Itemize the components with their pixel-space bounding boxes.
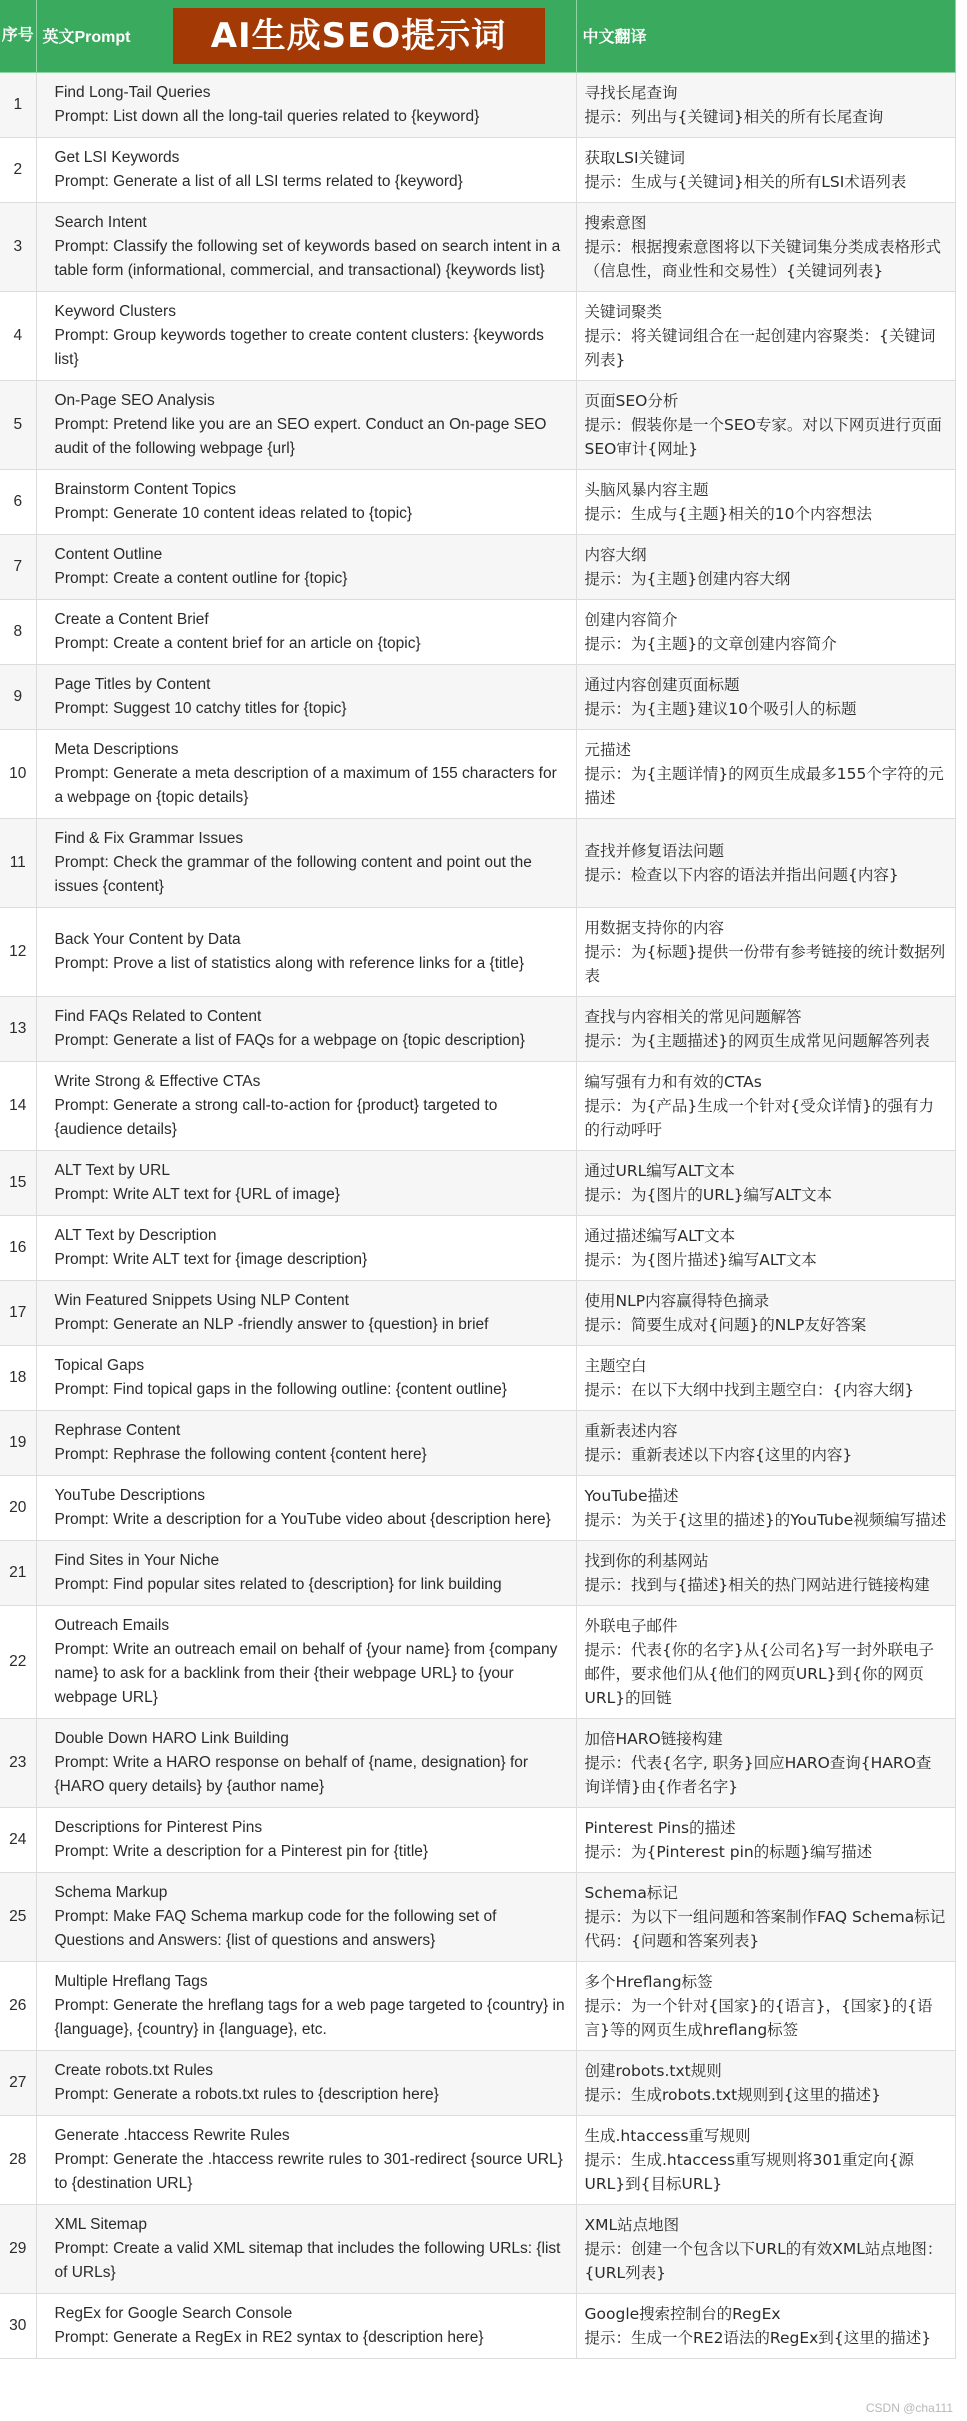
row-number: 18	[0, 1345, 36, 1410]
english-prompt: Prompt: Rephrase the following content {content here}	[54, 1445, 427, 1463]
table-row	[0, 1280, 955, 1345]
chinese-prompt: 提示：在以下大纲中找到主题空白：{内容大纲}	[584, 1380, 915, 1399]
table-row	[0, 2050, 955, 2115]
row-number: 21	[0, 1540, 36, 1605]
row-number: 28	[0, 2115, 36, 2204]
table-row	[0, 1410, 955, 1475]
chinese-prompt: 提示：生成与{主题}相关的10个内容想法	[584, 504, 872, 523]
chinese-title: 查找并修复语法问题	[584, 841, 725, 860]
header-no: 序号	[0, 0, 36, 72]
row-number: 8	[0, 599, 36, 664]
table-row	[0, 2115, 955, 2204]
row-number: 20	[0, 1475, 36, 1540]
chinese-cell	[576, 664, 955, 729]
title-banner: AI生成SEO提示词	[173, 8, 545, 64]
chinese-cell	[576, 72, 955, 137]
english-prompt: Prompt: Generate the .htaccess rewrite rules to 301-redirect {source URL} to {destination URL}	[54, 2150, 563, 2192]
table-row	[0, 534, 955, 599]
english-title: Descriptions for Pinterest Pins	[54, 1818, 263, 1836]
table-row	[0, 1718, 955, 1807]
english-title: Generate .htaccess Rewrite Rules	[54, 2126, 290, 2144]
english-prompt: Prompt: Pretend like you are an SEO expert. Conduct an On-page SEO audit of the following webpage {url}	[54, 415, 547, 457]
chinese-prompt: 提示：生成与{关键词}相关的所有LSI术语列表	[584, 172, 907, 191]
row-number: 10	[0, 729, 36, 818]
row-number: 23	[0, 1718, 36, 1807]
chinese-prompt: 提示：生成robots.txt规则到{这里的描述}	[584, 2085, 881, 2104]
chinese-prompt: 提示：代表{你的名字}从{公司名}写一封外联电子邮件，要求他们从{他们的网页URL}到{你的网页URL}的回链	[584, 1640, 934, 1707]
header-english	[36, 0, 576, 72]
chinese-cell	[576, 380, 955, 469]
english-cell	[36, 469, 576, 534]
chinese-prompt: 提示：重新表述以下内容{这里的内容}	[584, 1445, 853, 1464]
english-cell	[36, 1872, 576, 1961]
english-cell	[36, 664, 576, 729]
row-number: 11	[0, 818, 36, 907]
chinese-cell	[576, 2050, 955, 2115]
chinese-cell	[576, 2115, 955, 2204]
table-row	[0, 818, 955, 907]
chinese-title: 使用NLP内容赢得特色摘录	[584, 1291, 770, 1310]
chinese-cell	[576, 818, 955, 907]
english-prompt: Prompt: Generate a meta description of a maximum of 155 characters for a webpage on {topic details}	[54, 764, 557, 806]
header-english-label: 英文Prompt	[42, 29, 131, 47]
english-title: Find Long-Tail Queries	[54, 83, 211, 101]
english-cell	[36, 996, 576, 1061]
english-cell	[36, 2050, 576, 2115]
english-prompt: Prompt: Find topical gaps in the following outline: {content outline}	[54, 1380, 507, 1398]
chinese-prompt: 提示：为{主题}的文章创建内容简介	[584, 634, 837, 653]
english-cell	[36, 2204, 576, 2293]
chinese-cell	[576, 1215, 955, 1280]
chinese-title: 主题空白	[584, 1356, 647, 1375]
chinese-cell	[576, 1475, 955, 1540]
english-cell	[36, 534, 576, 599]
table-row	[0, 2204, 955, 2293]
english-title: Schema Markup	[54, 1883, 168, 1901]
english-cell	[36, 1475, 576, 1540]
table-row	[0, 1605, 955, 1718]
chinese-cell	[576, 1961, 955, 2050]
chinese-title: 找到你的利基网站	[584, 1551, 709, 1570]
row-number: 29	[0, 2204, 36, 2293]
chinese-title: 生成.htaccess重写规则	[584, 2126, 751, 2145]
english-title: Outreach Emails	[54, 1616, 170, 1634]
chinese-prompt: 提示：为{产品}生成一个针对{受众详情}的强有力的行动呼吁	[584, 1096, 934, 1139]
row-number: 26	[0, 1961, 36, 2050]
english-cell	[36, 72, 576, 137]
english-cell	[36, 380, 576, 469]
chinese-title: 创建内容简介	[584, 610, 678, 629]
chinese-title: XML站点地图	[584, 2215, 680, 2234]
chinese-cell	[576, 1605, 955, 1718]
table-row	[0, 380, 955, 469]
chinese-cell	[576, 1410, 955, 1475]
chinese-prompt: 提示：为{Pinterest pin的标题}编写描述	[584, 1842, 873, 1861]
table-row	[0, 1061, 955, 1150]
english-prompt: Prompt: Generate a list of FAQs for a webpage on {topic description}	[54, 1031, 525, 1049]
english-prompt: Prompt: Check the grammar of the following content and point out the issues {content}	[54, 853, 532, 895]
english-prompt: Prompt: Write a HARO response on behalf of {name, designation} for {HARO query details} by {author name}	[54, 1753, 529, 1795]
english-cell	[36, 907, 576, 996]
english-prompt: Prompt: Classify the following set of keywords based on search intent in a table form (informational, commercial, and transactional) {keywords list}	[54, 237, 561, 279]
english-title: YouTube Descriptions	[54, 1486, 205, 1504]
chinese-prompt: 提示：创建一个包含以下URL的有效XML站点地图：{URL列表}	[584, 2239, 943, 2282]
row-number: 22	[0, 1605, 36, 1718]
english-cell	[36, 2115, 576, 2204]
english-cell	[36, 1150, 576, 1215]
chinese-title: Schema标记	[584, 1883, 678, 1902]
chinese-prompt: 提示：为{主题描述}的网页生成常见问题解答列表	[584, 1031, 930, 1050]
chinese-title: 重新表述内容	[584, 1421, 678, 1440]
table-row	[0, 1475, 955, 1540]
chinese-title: Google搜索控制台的RegEx	[584, 2304, 781, 2323]
header-chinese: 中文翻译	[576, 0, 955, 72]
row-number: 27	[0, 2050, 36, 2115]
chinese-cell	[576, 599, 955, 664]
chinese-title: 查找与内容相关的常见问题解答	[584, 1007, 802, 1026]
chinese-cell	[576, 907, 955, 996]
english-cell	[36, 1605, 576, 1718]
english-prompt: Prompt: Group keywords together to create content clusters: {keywords list}	[54, 326, 544, 368]
chinese-title: 通过描述编写ALT文本	[584, 1226, 736, 1245]
english-prompt: Prompt: Prove a list of statistics along with reference links for a {title}	[54, 954, 525, 972]
chinese-cell	[576, 534, 955, 599]
english-title: Create a Content Brief	[54, 610, 209, 628]
row-number: 25	[0, 1872, 36, 1961]
english-cell	[36, 818, 576, 907]
chinese-cell	[576, 1718, 955, 1807]
chinese-prompt: 提示：为{主题}建议10个吸引人的标题	[584, 699, 857, 718]
english-title: Topical Gaps	[54, 1356, 145, 1374]
english-cell	[36, 2293, 576, 2358]
english-title: Multiple Hreflang Tags	[54, 1972, 208, 1990]
chinese-prompt: 提示：为{主题详情}的网页生成最多155个字符的元描述	[584, 764, 944, 807]
row-number: 3	[0, 202, 36, 291]
table-row	[0, 1150, 955, 1215]
chinese-title: 通过URL编写ALT文本	[584, 1161, 735, 1180]
table-row	[0, 664, 955, 729]
chinese-prompt: 提示：为一个针对{国家}的{语言}，{国家}的{语言}等的网页生成hreflang标签	[584, 1996, 933, 2039]
table-row	[0, 2293, 955, 2358]
row-number: 24	[0, 1807, 36, 1872]
english-prompt: Prompt: Suggest 10 catchy titles for {topic}	[54, 699, 347, 717]
chinese-cell	[576, 1540, 955, 1605]
english-prompt: Prompt: List down all the long-tail queries related to {keyword}	[54, 107, 480, 125]
english-title: RegEx for Google Search Console	[54, 2304, 293, 2322]
chinese-prompt: 提示：为关于{这里的描述}的YouTube视频编写描述	[584, 1510, 947, 1529]
chinese-cell	[576, 291, 955, 380]
chinese-title: 关键词聚类	[584, 302, 663, 321]
chinese-prompt: 提示：为{图片描述}编写ALT文本	[584, 1250, 817, 1269]
chinese-prompt: 提示：生成.htaccess重写规则将301重定向{源URL}到{目标URL}	[584, 2150, 915, 2193]
english-cell	[36, 137, 576, 202]
row-number: 30	[0, 2293, 36, 2358]
chinese-prompt: 提示：根据搜索意图将以下关键词集分类成表格形式（信息性，商业性和交易性）{关键词列表}	[584, 237, 942, 280]
row-number: 15	[0, 1150, 36, 1215]
table-row	[0, 291, 955, 380]
english-prompt: Prompt: Generate a RegEx in RE2 syntax to {description here}	[54, 2328, 484, 2346]
row-number: 9	[0, 664, 36, 729]
english-cell	[36, 1410, 576, 1475]
row-number: 7	[0, 534, 36, 599]
english-cell	[36, 1215, 576, 1280]
row-number: 13	[0, 996, 36, 1061]
table-row	[0, 469, 955, 534]
chinese-prompt: 提示：为以下一组问题和答案制作FAQ Schema标记代码：{问题和答案列表}	[584, 1907, 946, 1950]
chinese-title: 内容大纲	[584, 545, 647, 564]
chinese-title: 搜索意图	[584, 213, 647, 232]
english-prompt: Prompt: Create a content outline for {topic}	[54, 569, 348, 587]
english-prompt: Prompt: Generate a list of all LSI terms related to {keyword}	[54, 172, 463, 190]
table-row	[0, 137, 955, 202]
english-title: Win Featured Snippets Using NLP Content	[54, 1291, 349, 1309]
chinese-cell	[576, 137, 955, 202]
english-title: On-Page SEO Analysis	[54, 391, 215, 409]
english-prompt: Prompt: Generate 10 content ideas related to {topic}	[54, 504, 413, 522]
english-title: Rephrase Content	[54, 1421, 181, 1439]
english-title: ALT Text by Description	[54, 1226, 217, 1244]
english-title: Find & Fix Grammar Issues	[54, 829, 244, 847]
chinese-title: 寻找长尾查询	[584, 83, 678, 102]
english-title: Double Down HARO Link Building	[54, 1729, 289, 1747]
chinese-cell	[576, 1150, 955, 1215]
table-row	[0, 1215, 955, 1280]
chinese-cell	[576, 469, 955, 534]
english-cell	[36, 1540, 576, 1605]
chinese-prompt: 提示：生成一个RE2语法的RegEx到{这里的描述}	[584, 2328, 932, 2347]
chinese-prompt: 提示：为{图片的URL}编写ALT文本	[584, 1185, 833, 1204]
chinese-prompt: 提示：代表{名字, 职务}回应HARO查询{HARO查询详情}由{作者名字}	[584, 1753, 932, 1796]
english-prompt: Prompt: Write a description for a Pinterest pin for {title}	[54, 1842, 429, 1860]
row-number: 2	[0, 137, 36, 202]
row-number: 16	[0, 1215, 36, 1280]
table-row	[0, 1872, 955, 1961]
chinese-title: 外联电子邮件	[584, 1616, 678, 1635]
table-row	[0, 996, 955, 1061]
table-row	[0, 907, 955, 996]
chinese-cell	[576, 2204, 955, 2293]
chinese-cell	[576, 1807, 955, 1872]
chinese-cell	[576, 1061, 955, 1150]
chinese-prompt: 提示：列出与{关键词}相关的所有长尾查询	[584, 107, 884, 126]
chinese-cell	[576, 1872, 955, 1961]
english-title: Write Strong & Effective CTAs	[54, 1072, 261, 1090]
table-row	[0, 202, 955, 291]
chinese-title: 多个Hreflang标签	[584, 1972, 713, 1991]
english-title: XML Sitemap	[54, 2215, 147, 2233]
english-prompt: Prompt: Create a valid XML sitemap that includes the following URLs: {list of URLs}	[54, 2239, 561, 2281]
chinese-title: 获取LSI关键词	[584, 148, 686, 167]
english-prompt: Prompt: Write a description for a YouTube video about {description here}	[54, 1510, 551, 1528]
english-prompt: Prompt: Write an outreach email on behalf of {your name} from {company name} to ask for a backlink from their {their webpage URL} to {your webpage URL}	[54, 1640, 558, 1706]
english-cell	[36, 1345, 576, 1410]
row-number: 12	[0, 907, 36, 996]
english-prompt: Prompt: Generate a strong call-to-action for {product} targeted to {audience details}	[54, 1096, 498, 1138]
row-number: 1	[0, 72, 36, 137]
english-title: Get LSI Keywords	[54, 148, 180, 166]
english-prompt: Prompt: Generate an NLP -friendly answer to {question} in brief	[54, 1315, 489, 1333]
english-prompt: Prompt: Generate a robots.txt rules to {description here}	[54, 2085, 439, 2103]
english-cell	[36, 1280, 576, 1345]
chinese-prompt: 提示：为{标题}提供一份带有参考链接的统计数据列表	[584, 942, 946, 985]
chinese-title: YouTube描述	[584, 1486, 679, 1505]
english-title: Keyword Clusters	[54, 302, 176, 320]
english-cell	[36, 1718, 576, 1807]
english-cell	[36, 1961, 576, 2050]
chinese-title: 通过内容创建页面标题	[584, 675, 740, 694]
row-number: 4	[0, 291, 36, 380]
english-cell	[36, 1807, 576, 1872]
chinese-cell	[576, 2293, 955, 2358]
english-prompt: Prompt: Write ALT text for {image description}	[54, 1250, 368, 1268]
chinese-title: 创建robots.txt规则	[584, 2061, 722, 2080]
chinese-title: 编写强有力和有效的CTAs	[584, 1072, 762, 1091]
table-body	[0, 72, 955, 2358]
chinese-prompt: 提示：检查以下内容的语法并指出问题{内容}	[584, 865, 899, 884]
table-row	[0, 1345, 955, 1410]
english-title: Content Outline	[54, 545, 163, 563]
chinese-cell	[576, 996, 955, 1061]
chinese-cell	[576, 202, 955, 291]
english-title: Page Titles by Content	[54, 675, 211, 693]
row-number: 19	[0, 1410, 36, 1475]
chinese-cell	[576, 729, 955, 818]
chinese-prompt: 提示：假装你是一个SEO专家。对以下网页进行页面SEO审计{网址}	[584, 415, 942, 458]
table-row	[0, 729, 955, 818]
table-row	[0, 1961, 955, 2050]
chinese-title: 用数据支持你的内容	[584, 918, 725, 937]
table-header-row	[0, 0, 955, 72]
english-title: Find FAQs Related to Content	[54, 1007, 262, 1025]
english-cell	[36, 729, 576, 818]
english-prompt: Prompt: Find popular sites related to {description} for link building	[54, 1575, 502, 1593]
english-prompt: Prompt: Make FAQ Schema markup code for the following set of Questions and Answers: {list of questions and answers}	[54, 1907, 497, 1949]
english-title: Search Intent	[54, 213, 147, 231]
english-cell	[36, 202, 576, 291]
english-title: Create robots.txt Rules	[54, 2061, 214, 2079]
chinese-title: Pinterest Pins的描述	[584, 1818, 736, 1837]
chinese-title: 页面SEO分析	[584, 391, 679, 410]
row-number: 5	[0, 380, 36, 469]
row-number: 14	[0, 1061, 36, 1150]
watermark: CSDN @cha111	[865, 2401, 953, 2415]
chinese-title: 元描述	[584, 740, 632, 759]
english-cell	[36, 599, 576, 664]
english-title: Meta Descriptions	[54, 740, 179, 758]
row-number: 6	[0, 469, 36, 534]
english-title: ALT Text by URL	[54, 1161, 170, 1179]
chinese-cell	[576, 1345, 955, 1410]
chinese-prompt: 提示：将关键词组合在一起创建内容聚类：{关键词列表}	[584, 326, 936, 369]
table-row	[0, 1540, 955, 1605]
chinese-prompt: 提示：为{主题}创建内容大纲	[584, 569, 791, 588]
english-cell	[36, 1061, 576, 1150]
chinese-title: 头脑风暴内容主题	[584, 480, 709, 499]
english-title: Back Your Content by Data	[54, 930, 241, 948]
english-title: Brainstorm Content Topics	[54, 480, 236, 498]
english-cell	[36, 291, 576, 380]
table-row	[0, 1807, 955, 1872]
chinese-prompt: 提示：简要生成对{问题}的NLP友好答案	[584, 1315, 867, 1334]
chinese-cell	[576, 1280, 955, 1345]
table-row	[0, 599, 955, 664]
english-title: Find Sites in Your Niche	[54, 1551, 220, 1569]
english-prompt: Prompt: Write ALT text for {URL of image}	[54, 1185, 340, 1203]
english-prompt: Prompt: Generate the hreflang tags for a web page targeted to {country} in {language}, {country} in {language}, etc.	[54, 1996, 565, 2038]
chinese-title: 加倍HARO链接构建	[584, 1729, 723, 1748]
english-prompt: Prompt: Create a content brief for an article on {topic}	[54, 634, 421, 652]
chinese-prompt: 提示：找到与{描述}相关的热门网站进行链接构建	[584, 1575, 930, 1594]
table-row	[0, 72, 955, 137]
row-number: 17	[0, 1280, 36, 1345]
